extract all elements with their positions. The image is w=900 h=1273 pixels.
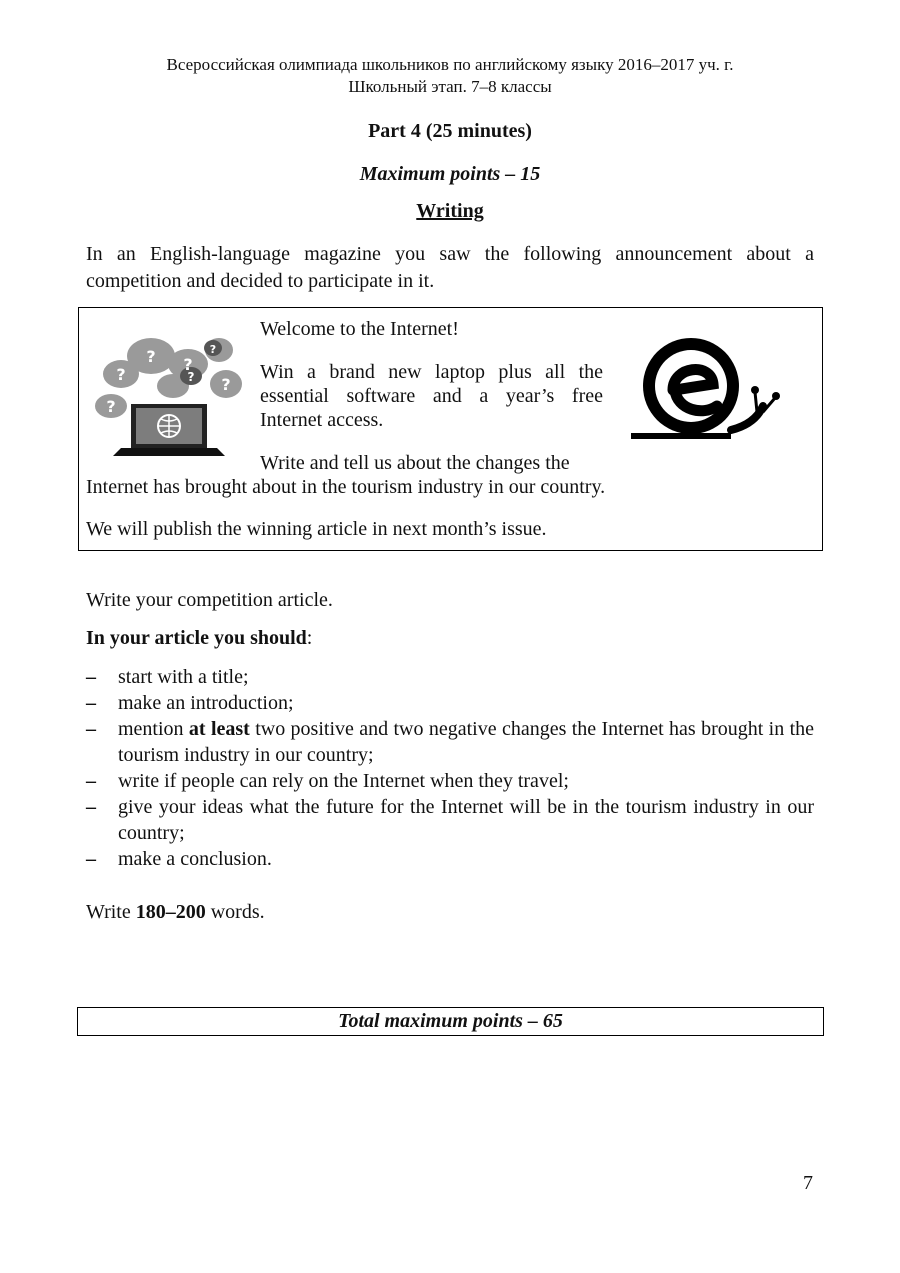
list-item (86, 794, 814, 846)
announcement-prize: Win a brand new laptop plus all the essential software and a year’s free Internet access. (260, 361, 603, 431)
requirements-heading-colon: : (306, 627, 313, 649)
task-instruction: Write your competition article. (86, 589, 333, 611)
announcement-task-line-1: Write and tell us about the changes the (260, 452, 570, 474)
list-item-text: start with a title; (118, 666, 249, 688)
word-count-instruction (86, 901, 265, 924)
page-number: 7 (803, 1172, 813, 1194)
word-count-prefix: Write (86, 901, 136, 923)
list-item-text: make a conclusion. (118, 848, 272, 870)
list-dash: – (86, 692, 96, 714)
header-line-2: Школьный этап. 7–8 классы (348, 77, 552, 96)
section-title: Writing (416, 200, 484, 222)
laptop-with-question-clouds-icon (91, 324, 251, 458)
svg-text:?: ? (106, 397, 116, 416)
svg-text:?: ? (209, 343, 217, 356)
list-item (86, 716, 814, 768)
announcement-publish: We will publish the winning article in next month’s issue. (86, 518, 547, 540)
at-sign-snail-icon (627, 332, 783, 444)
list-dash: – (86, 796, 96, 818)
list-item-emphasis: at least (188, 718, 250, 740)
list-item-text: mention (118, 718, 189, 740)
list-item (86, 690, 814, 716)
svg-text:?: ? (183, 355, 193, 374)
list-item-text: make an introduction; (118, 692, 294, 714)
header-line-1: Всероссийская олимпиада школьников по английскому языку 2016–2017 уч. г. (166, 55, 734, 74)
requirements-heading-bold: In your article you should (86, 627, 307, 649)
word-count-range: 180–200 (135, 901, 206, 923)
word-count-suffix: words. (205, 901, 265, 923)
svg-text:?: ? (221, 375, 231, 394)
list-dash: – (86, 770, 96, 792)
list-item (86, 664, 814, 690)
svg-text:?: ? (187, 370, 195, 384)
list-dash: – (86, 848, 96, 870)
list-item (86, 768, 814, 794)
list-dash: – (86, 718, 96, 740)
requirements-heading (86, 627, 312, 650)
total-points-box: Total maximum points – 65 (77, 1007, 824, 1036)
requirements-list (86, 664, 814, 872)
list-dash: – (86, 666, 96, 688)
list-item-text-tail: two positive and two negative changes the Internet has brought in the tourism industry in our country; (118, 718, 815, 766)
list-item (86, 846, 814, 872)
svg-text:?: ? (146, 347, 156, 366)
list-item-text: write if people can rely on the Internet when they travel; (118, 770, 569, 792)
list-item-text: give your ideas what the future for the Internet will be in the tourism industry in our country; (118, 796, 814, 844)
part-title: Part 4 (25 minutes) (368, 120, 532, 142)
svg-text:?: ? (116, 365, 126, 384)
max-points: Maximum points – 15 (359, 163, 541, 185)
announcement-welcome: Welcome to the Internet! (260, 318, 459, 340)
announcement-task-line-2: Internet has brought about in the tourism industry in our country. (86, 476, 606, 498)
document-header (0, 54, 900, 98)
announcement-box (78, 307, 823, 551)
intro-paragraph: In an English-language magazine you saw the following announcement about a competition and decided to participate in it. (86, 243, 814, 292)
